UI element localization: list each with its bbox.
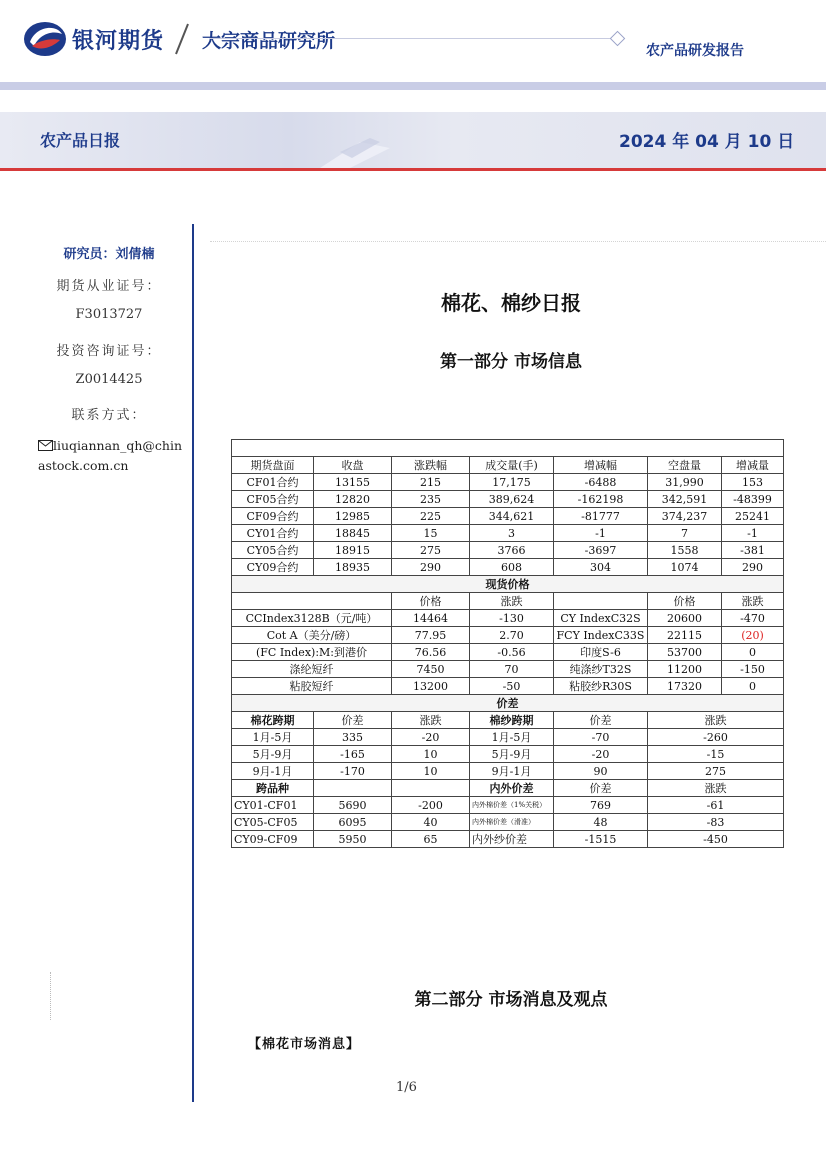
column-header: 期货盘面 — [232, 457, 314, 474]
table-cell: 5950 — [314, 831, 392, 848]
diamond-icon — [610, 31, 626, 47]
contact-email[interactable] — [38, 436, 188, 476]
column-header: 涨跌 — [722, 593, 784, 610]
table-cell: -260 — [648, 729, 784, 746]
table-cell: FCY IndexC33S — [554, 627, 648, 644]
column-header: 增减幅 — [554, 457, 648, 474]
table-cell: 31,990 — [648, 474, 722, 491]
table-cell: 344,621 — [470, 508, 554, 525]
report-date: 2024 年 04 月 10 日 — [619, 132, 795, 152]
table-cell: -381 — [722, 542, 784, 559]
department-name: 大宗商品研究所 — [202, 30, 336, 52]
table-cell: 90 — [554, 763, 648, 780]
table-cell: Cot A（美分/磅） — [232, 627, 392, 644]
column-header: 涨跌 — [392, 712, 470, 729]
table-cell: 3766 — [470, 542, 554, 559]
table-cell: 11200 — [648, 661, 722, 678]
column-header: 涨跌 — [648, 780, 784, 797]
part2-heading: 第二部分 市场消息及观点 — [414, 990, 608, 1010]
table-cell: 10 — [392, 746, 470, 763]
table-cell: (20) — [722, 627, 784, 644]
table-cell: 153 — [722, 474, 784, 491]
table-cell: 9月-1月 — [232, 763, 314, 780]
table-cell: 304 — [554, 559, 648, 576]
table-cell: 769 — [554, 797, 648, 814]
contact-label: 联系方式： — [71, 408, 147, 423]
column-header — [554, 593, 648, 610]
column-header — [232, 593, 392, 610]
table-cell: 608 — [470, 559, 554, 576]
table-cell: 225 — [392, 508, 470, 525]
table-cell: CF01合约 — [232, 474, 314, 491]
futures-header-row — [232, 457, 784, 474]
column-header: 价差 — [554, 712, 648, 729]
column-header: 价格 — [392, 593, 470, 610]
table-cell: (FC Index):M:到港价 — [232, 644, 392, 661]
table-cell: CY01合约 — [232, 525, 314, 542]
advisory-cert-number: Z0014425 — [75, 372, 143, 387]
table-cell: -61 — [648, 797, 784, 814]
table-cell: 275 — [648, 763, 784, 780]
table-cell: 18915 — [314, 542, 392, 559]
table-cell: 9月-1月 — [470, 763, 554, 780]
envelope-icon — [38, 440, 53, 451]
table-cell: CF05合约 — [232, 491, 314, 508]
table-cell: 6095 — [314, 814, 392, 831]
table-cell: 1558 — [648, 542, 722, 559]
column-header — [314, 780, 392, 797]
table-cell: CY01-CF01 — [232, 797, 314, 814]
table-cell: 13155 — [314, 474, 392, 491]
column-header: 内外价差 — [470, 780, 554, 797]
table-cell: -1 — [722, 525, 784, 542]
table-cell: 76.56 — [392, 644, 470, 661]
column-header: 棉花跨期 — [232, 712, 314, 729]
table-cell: CY09-CF09 — [232, 831, 314, 848]
column-header: 价差 — [314, 712, 392, 729]
table-cell: 涤纶短纤 — [232, 661, 392, 678]
divider-slash — [172, 22, 192, 56]
table-cell: 12820 — [314, 491, 392, 508]
table-row — [232, 831, 784, 848]
table-cell: -150 — [722, 661, 784, 678]
page-number: 1/6 — [396, 1080, 417, 1095]
table-cell: -170 — [314, 763, 392, 780]
table-cell: CY05合约 — [232, 542, 314, 559]
report-category: 农产品日报 — [40, 131, 121, 150]
cross-header-row — [232, 780, 784, 797]
table-cell: 335 — [314, 729, 392, 746]
table-row — [232, 525, 784, 542]
table-row — [232, 678, 784, 695]
spot-header-row — [232, 593, 784, 610]
table-cell: -3697 — [554, 542, 648, 559]
band-red-rule — [0, 168, 826, 171]
table-top-blank-row — [232, 440, 784, 457]
table-cell: CF09合约 — [232, 508, 314, 525]
table-cell: 5月-9月 — [232, 746, 314, 763]
column-header: 收盘 — [314, 457, 392, 474]
table-cell: 1月-5月 — [232, 729, 314, 746]
table-cell: -50 — [470, 678, 554, 695]
table-cell: CCIndex3128B（元/吨） — [232, 610, 392, 627]
table-cell: 印度S-6 — [554, 644, 648, 661]
brand-name: 银河期货 — [72, 29, 165, 54]
table-cell: -15 — [648, 746, 784, 763]
table-cell: 20600 — [648, 610, 722, 627]
column-header: 价差 — [554, 780, 648, 797]
table-cell: 17320 — [648, 678, 722, 695]
table-cell: -200 — [392, 797, 470, 814]
table-cell: 18935 — [314, 559, 392, 576]
table-cell: -1515 — [554, 831, 648, 848]
table-cell: 235 — [392, 491, 470, 508]
table-cell: -81777 — [554, 508, 648, 525]
table-cell: -1 — [554, 525, 648, 542]
report-type: 农产品研发报告 — [646, 43, 744, 59]
table-row — [232, 474, 784, 491]
table-cell: 53700 — [648, 644, 722, 661]
table-cell: 290 — [392, 559, 470, 576]
table-cell: 14464 — [392, 610, 470, 627]
table-cell: 0 — [722, 644, 784, 661]
table-cell: -0.56 — [470, 644, 554, 661]
table-cell: 10 — [392, 763, 470, 780]
column-header: 涨跌幅 — [392, 457, 470, 474]
table-cell: 7 — [648, 525, 722, 542]
table-cell: 1月-5月 — [470, 729, 554, 746]
column-header: 涨跌 — [648, 712, 784, 729]
column-header: 棉纱跨期 — [470, 712, 554, 729]
section-title: 现货价格 — [232, 576, 784, 593]
table-row — [232, 542, 784, 559]
column-header: 涨跌 — [470, 593, 554, 610]
part1-heading: 第一部分 市场信息 — [440, 352, 582, 372]
table-cell: -470 — [722, 610, 784, 627]
section-title: 价差 — [232, 695, 784, 712]
column-header: 跨品种 — [232, 780, 314, 797]
table-row — [232, 644, 784, 661]
table-row — [232, 491, 784, 508]
header-rule — [210, 38, 620, 39]
table-cell: CY05-CF05 — [232, 814, 314, 831]
table-cell: 1074 — [648, 559, 722, 576]
table-cell: 13200 — [392, 678, 470, 695]
column-header: 增减量 — [722, 457, 784, 474]
table-cell: 5690 — [314, 797, 392, 814]
table-cell: 0 — [722, 678, 784, 695]
table-cell: -70 — [554, 729, 648, 746]
table-cell: 215 — [392, 474, 470, 491]
table-row — [232, 729, 784, 746]
table-row — [232, 508, 784, 525]
table-cell: 2.70 — [470, 627, 554, 644]
table-cell: 70 — [470, 661, 554, 678]
table-cell: 12985 — [314, 508, 392, 525]
futures-cert-number: F3013727 — [75, 307, 143, 322]
advisory-cert-label: 投资咨询证号： — [56, 344, 162, 359]
table-row — [232, 763, 784, 780]
table-cell: -6488 — [554, 474, 648, 491]
table-cell: 18845 — [314, 525, 392, 542]
header-stripe — [0, 82, 826, 90]
table-row — [232, 746, 784, 763]
table-cell: -130 — [470, 610, 554, 627]
cotton-news-heading: 【棉花市场消息】 — [248, 1037, 361, 1052]
column-header: 成交量(手) — [470, 457, 554, 474]
report-title: 棉花、棉纱日报 — [441, 291, 581, 315]
margin-dots — [50, 972, 52, 1020]
table-cell: 342,591 — [648, 491, 722, 508]
futures-cert-label: 期货从业证号： — [56, 279, 162, 294]
table-cell: 粘胶短纤 — [232, 678, 392, 695]
table-cell: 内外棉价差（滑准） — [470, 814, 554, 831]
galaxy-futures-logo-icon — [22, 20, 68, 58]
band-decoration — [300, 112, 410, 168]
table-row — [232, 559, 784, 576]
table-cell: 15 — [392, 525, 470, 542]
table-row — [232, 627, 784, 644]
top-dotted-rule — [210, 241, 826, 242]
column-header — [392, 780, 470, 797]
spread-section-row — [232, 695, 784, 712]
column-header: 空盘量 — [648, 457, 722, 474]
table-cell: 77.95 — [392, 627, 470, 644]
table-cell: 22115 — [648, 627, 722, 644]
table-cell: -450 — [648, 831, 784, 848]
table-cell: 17,175 — [470, 474, 554, 491]
table-cell: -48399 — [722, 491, 784, 508]
spread-header-row — [232, 712, 784, 729]
table-cell: 纯涤纱T32S — [554, 661, 648, 678]
table-cell: -83 — [648, 814, 784, 831]
table-cell: -20 — [554, 746, 648, 763]
table-cell: -162198 — [554, 491, 648, 508]
table-row — [232, 797, 784, 814]
email-text: liuqiannan_qh@chinastock.com.cn — [38, 438, 183, 473]
table-cell: 25241 — [722, 508, 784, 525]
table-cell: 内外纱价差 — [470, 831, 554, 848]
table-cell: 48 — [554, 814, 648, 831]
market-data-table — [231, 439, 784, 848]
table-cell: CY IndexC32S — [554, 610, 648, 627]
table-cell: 5月-9月 — [470, 746, 554, 763]
column-header: 价格 — [648, 593, 722, 610]
table-cell: 7450 — [392, 661, 470, 678]
table-cell: CY09合约 — [232, 559, 314, 576]
table-cell: 粘胶纱R30S — [554, 678, 648, 695]
table-cell: 40 — [392, 814, 470, 831]
table-cell: 3 — [470, 525, 554, 542]
table-row — [232, 814, 784, 831]
table-cell: -20 — [392, 729, 470, 746]
table-cell: 内外棉价差（1%关税） — [470, 797, 554, 814]
table-cell: -165 — [314, 746, 392, 763]
table-row — [232, 610, 784, 627]
table-cell: 290 — [722, 559, 784, 576]
table-cell: 374,237 — [648, 508, 722, 525]
table-cell: 275 — [392, 542, 470, 559]
table-cell: 389,624 — [470, 491, 554, 508]
table-cell: 65 — [392, 831, 470, 848]
spot-section-row — [232, 576, 784, 593]
researcher-name: 研究员：刘倩楠 — [63, 247, 155, 262]
table-row — [232, 661, 784, 678]
